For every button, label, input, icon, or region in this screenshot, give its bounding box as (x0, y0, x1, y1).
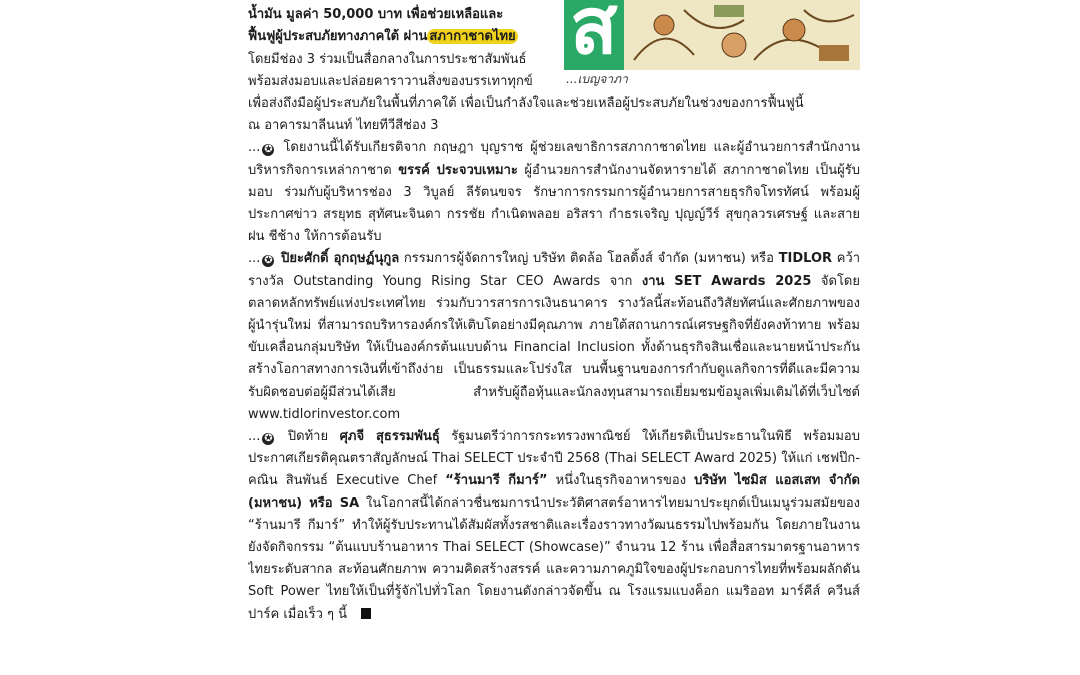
paragraph-3 (248, 248, 860, 426)
p1-text-3: โดยมีช่อง 3 ร่วมเป็นสื่อกลางในการประชาสัมพันธ์ (248, 51, 527, 67)
paragraph-1-wide (248, 93, 860, 137)
p3-bold-award: งาน SET Awards 2025 (641, 273, 812, 289)
p1-text-4: พร้อมส่งมอบและปล่อยคาราวานสิ่งของบรรเทาทุกข์ (248, 73, 533, 89)
column-initial-tile (564, 0, 624, 70)
p1-line-6 (248, 115, 860, 137)
p4-bold-name: ศุภจี สุธรรมพันธุ์ (339, 429, 440, 445)
p1-line-4 (248, 71, 566, 93)
star-circle-icon: ✪ (264, 433, 273, 445)
paragraph-1-narrow (248, 0, 566, 93)
paragraph-4 (248, 426, 860, 626)
article-column-clip (248, 0, 860, 675)
p4-text-b: รัฐมนตรีว่าการกระทรวงพาณิชย์ ให้เกียรติเป็นประธานในพิธี พร้อมมอบประกาศเกียรติคุณตราสัญลักษณ์ Thai SELECT ประจำปี 2568 (Thai SELECT Award 2025) ให้แก่ เชฟป๊ก-คณิน สินพันธ์ Executive Chef (248, 429, 860, 489)
bullet-lead: ... (248, 251, 261, 267)
column-initial-letter: ส (570, 0, 618, 70)
p4-bold-restaurant: “ร้านมารี กีมาร์” (445, 473, 548, 489)
article-column (248, 0, 860, 626)
p4-text-c: หนึ่งในธุรกิจอาหารของ (555, 473, 687, 489)
bullet-lead: ... (248, 429, 261, 445)
p1-text-5: เพื่อส่งถึงมือผู้ประสบภัยในพื้นที่ภาคใต้ เพื่อเป็นกำลังใจและช่วยเหลือผู้ประสบภัยในช่วงของการฟื้นฟูนี้ (248, 96, 804, 112)
p1-text-bold-2: ฟื้นฟูผู้ประสบภัยทางภาคใต้ ผ่าน (248, 29, 428, 45)
p4-text-a: ปิดท้าย (287, 429, 329, 445)
p3-bold-tidlor: TIDLOR (778, 251, 833, 267)
p1-line-3 (248, 49, 566, 71)
p3-bold-name: ปิยะศักดิ์ อุกฤษฏ์นุกูล (281, 251, 400, 267)
p1-line-bold-2 (248, 26, 566, 48)
column-header-illustration (564, 0, 860, 70)
p2-text-a: โดยงานนี้ได้รับเกียรติจาก กฤษฎา บุญราช ผู้ช่วยเลขาธิการสภากาชาดไทย และผู้อำนวยการสำนักงานบริหารกิจการเหล่ากาชาด (248, 140, 860, 178)
highlight-red-cross: สภากาชาดไทย (429, 29, 516, 45)
paragraph-2 (248, 137, 860, 248)
p1-text-bold: น้ำมัน มูลค่า 50,000 บาท เพื่อช่วยเหลือและ (248, 7, 504, 23)
cartoon-sketch-icon (624, 0, 860, 70)
p1-line-bold (248, 4, 566, 26)
column-byline: ...เบญจาภา (566, 72, 628, 86)
p2-bold-name: ขรรค์ ประจวบเหมาะ (398, 162, 518, 178)
p3-text-c: จัดโดยตลาดหลักทรัพย์แห่งประเทศไทย ร่วมกับวารสารการเงินธนาคาร รางวัลนี้สะท้อนถึงวิสัยทัศน์และศักยภาพของผู้นำรุ่นใหม่ ที่สามารถบริหารองค์กรให้เติบโตอย่างมีคุณภาพ ภายใต้สถานการณ์เศรษฐกิจที่ยังคงท้าทาย พร้อมขับเคลื่อนกลุ่มบริษัท ให้เป็นองค์กรต้นแบบด้าน Financial Inclusion ทั้งด้านธุรกิจสินเชื่อและนายหน้าประกัน สร้างโอกาสทางการเงินที่เข้าถึงง่าย เป็นธรรมและโปร่งใส บนพื้นฐานของการกำกับดูแลกิจการที่ดีและมีความรับผิดชอบต่อผู้มีส่วนได้เสีย สำหรับผู้ถือหุ้นและนักลงทุนสามารถเยี่ยมชมข้อมูลเพิ่มเติมได้ที่เว็บไซต์ www.tidlorinvestor.com (248, 273, 860, 422)
p3-text-a: กรรมการผู้จัดการใหญ่ บริษัท ติดล้อ โฮลดิ้งส์ จำกัด (มหาชน) หรือ (403, 251, 774, 267)
star-circle-icon: ✪ (264, 144, 273, 156)
p3-text-b: คว้ารางวัล Outstanding Young Rising Star CEO Awards จาก (248, 251, 860, 289)
p2-text-b: ผู้อำนวยการสำนักงานจัดหารายได้ สภากาชาดไทย เป็นผู้รับมอบ ร่วมกับผู้บริหารช่อง 3 วิบูลย์ ลีรัตนขจร รักษาการกรรมการผู้อำนวยการสายธุรกิจโทรทัศน์ พร้อมผู้ประกาศข่าว สรยุทธ สุทัศนะจินดา กรรชัย กำเนิดพลอย อริสรา กำธรเจริญ ปุญญ์วีร์ สุขกุลวรเศรษฐ์ และสายฝน ชีช้าง ให้การต้อนรับ (248, 162, 860, 245)
p4-bold-company: บริษัท ไซมิส แอสเสท จำกัด (มหาชน) หรือ SA (248, 473, 860, 511)
star-circle-icon: ✪ (264, 255, 273, 267)
p4-text-d: ในโอกาสนี้ได้กล่าวชื่นชมการนำประวัติศาสตร์อาหารไทยมาประยุกต์เป็นเมนูร่วมสมัยของ “ร้านมารี กีมาร์” ทำให้ผู้รับประทานได้สัมผัสทั้งรสชาติและเรื่องราวทางวัฒนธรรมไปพร้อมกัน โดยภายในงานยังจัดกิจกรรม “ต้นแบบร้านอาหาร Thai SELECT (Showcase)” จำนวน 12 ร้าน เพื่อสื่อสารมาตรฐานอาหารไทยระดับสากล สะท้อนศักยภาพ ความคิดสร้างสรรค์ และความภาคภูมิใจของผู้ประกอบการไทยที่พร้อมผลักดัน Soft Power ไทยให้เป็นที่รู้จักไปทั่วโลก โดยงานดังกล่าวจัดขึ้น ณ โรงแรมแบงค็อก แมริออท มาร์คีส์ ควีนส์ปาร์ค เมื่อเร็ว ๆ นี้ (248, 495, 860, 622)
end-square-icon (361, 608, 371, 619)
p1-text-6: ณ อาคารมาลีนนท์ ไทยทีวีสีช่อง 3 (248, 118, 439, 134)
p1-line-5 (248, 93, 860, 115)
bullet-lead: ... (248, 140, 261, 156)
